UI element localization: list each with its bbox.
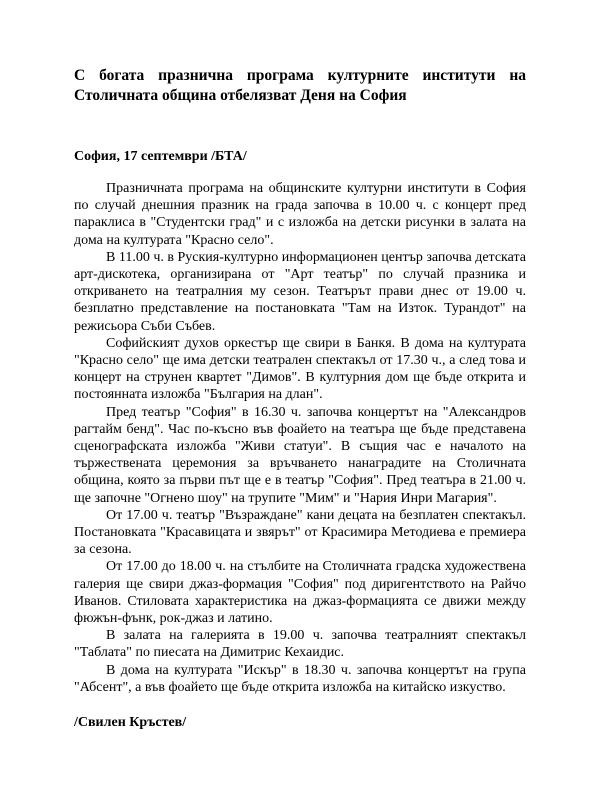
article-paragraph: Празничната програма на общинските културни институти в София по случай днешния празник на града започва в 10.00 ч. с концерт пред параклиса в "Студентски град" и с изложба на детски рисунки в залата на дома на културата "Красно село". [74,181,526,248]
article-dateline: София, 17 септември /БТА/ [74,149,247,164]
article-paragraph: От 17.00 ч. театър "Възраждане" кани децата на безплатен спектакъл. Постановката "Красавицата и звярът" от Красимира Методиева е премиера за сезона. [74,507,526,558]
article-paragraph: В 11.00 ч. в Руския-културно информационен център започва детската арт-дискотека, организирана от "Арт театър" по случай празника и откриването на театралния му сезон. Театърът прави днес от 19.00 ч. безплатно представление на постановката "Там на Изток. Турандот" на режисьора Съби Събев. [74,249,526,334]
article-paragraph: В залата на галерията в 19.00 ч. започва театралният спектакъл "Таблата" по пиесата на Димитрис Кехаидис. [74,628,526,661]
article-paragraph: Пред театър "София" в 16.30 ч. започва концертът на "Александров рагтайм бенд". Час по-късно във фоайето на театъра ще бъде представена сценографската изложба "Живи статуи". В същия час е началото на тържествената церемония за връчването нанаградите на Столичната община, която за първи път ще е в театър "София". Пред театъра в 21.00 ч. ще започне "Огнено шоу" на трупите "Мим" и "Нария Инри Магария". [74,404,526,506]
article-author: /Свилен Кръстев/ [74,715,187,731]
article-paragraph: От 17.00 до 18.00 ч. на стълбите на Столичната градска художествена галерия ще свири джаз-формация "София" под диригентството на Райчо Иванов. Стиловата характеристика на джаз-формацията се движи между фюжън-фънк, рок-джаз и латино. [74,559,526,627]
document-page [74,66,526,732]
article-paragraph: Софийският духов оркестър ще свири в Банкя. В дома на културата "Красно село" ще има детски театрален спектакъл от 17.30 ч., а след това и концерт на струнен квартет "Димов". В културния дом ще бъде открита и постоянната изложба "България на длан". [74,335,526,403]
article-paragraph: В дома на културата "Искър" в 18.30 ч. започва концертът на група "Абсент", а във фоайето ще бъде открита изложба на китайско изкуство. [74,662,526,695]
article-title: С богата празнична програма културните институти на Столичната община отбелязват Деня на София [74,67,526,104]
